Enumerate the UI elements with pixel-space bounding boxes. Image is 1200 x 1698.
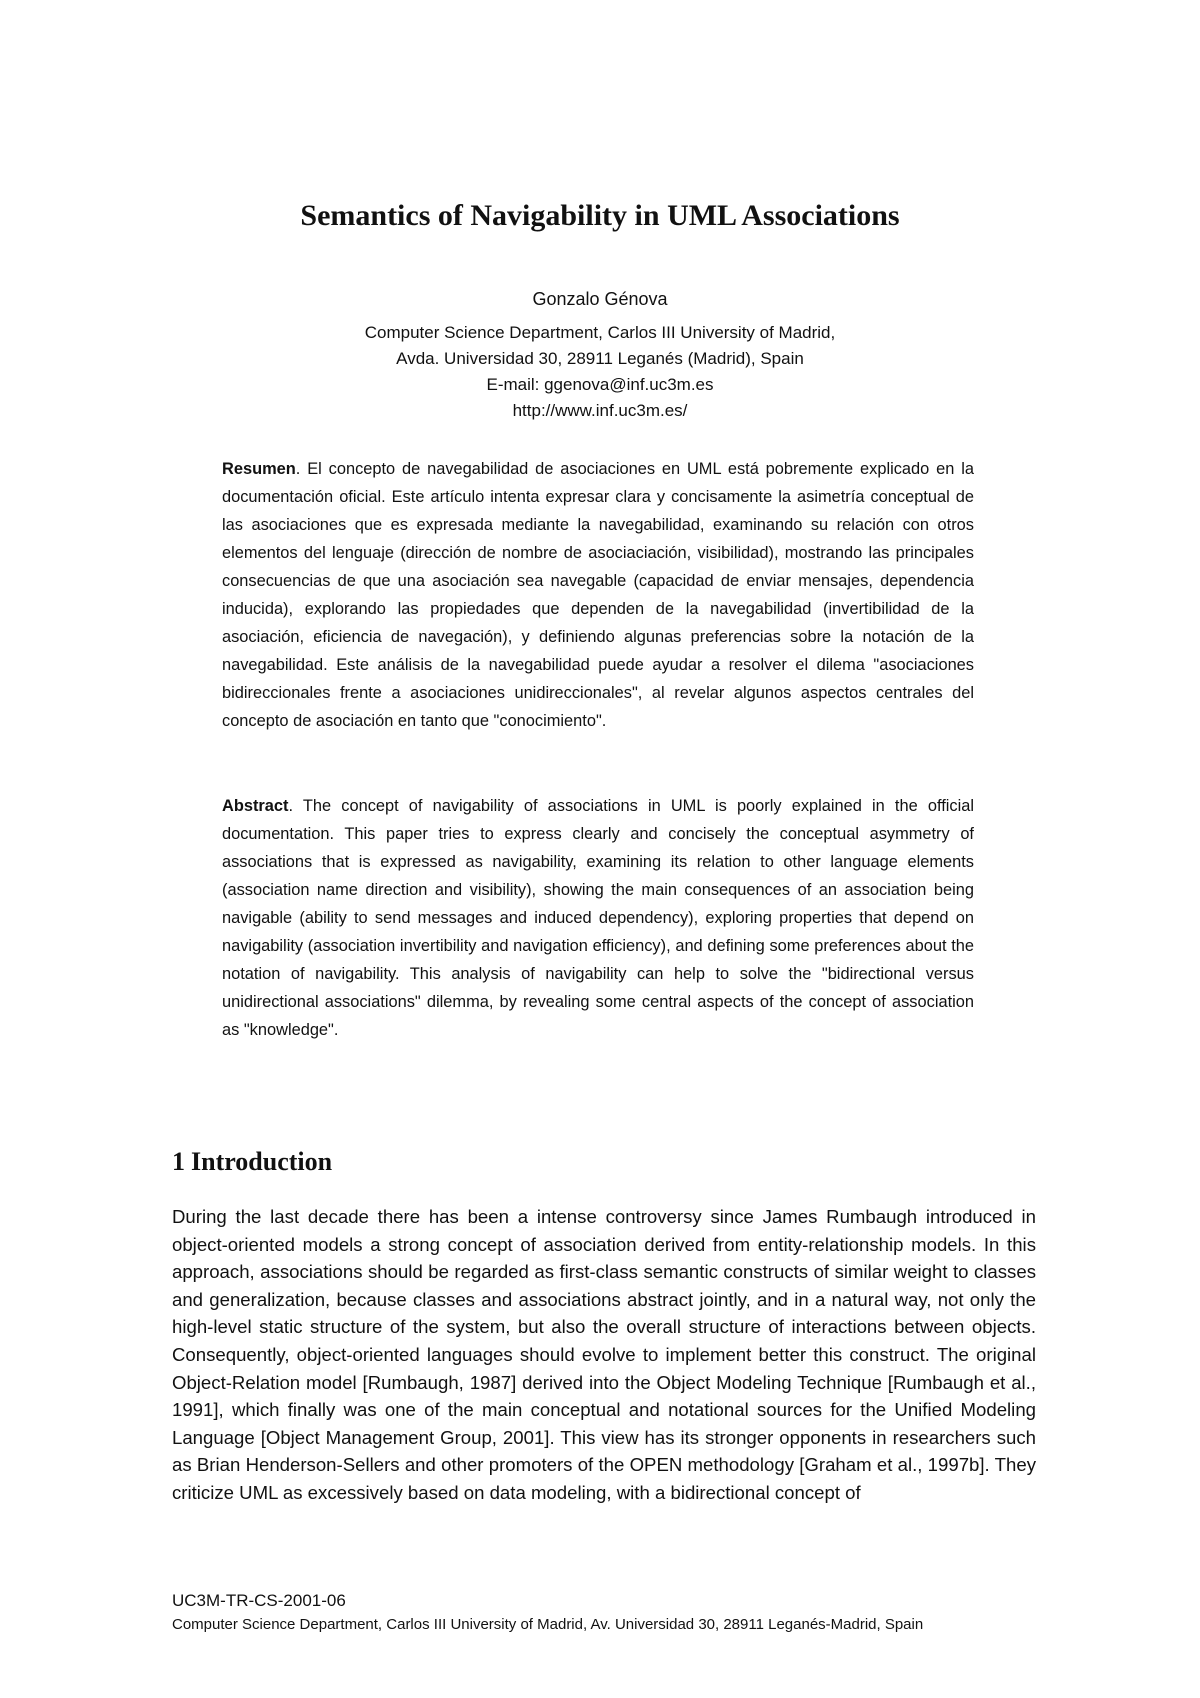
footer-affiliation: Computer Science Department, Carlos III University of Madrid, Av. Universidad 30, 28911 Leganés-Madrid, Spain	[172, 1616, 924, 1633]
section-heading-introduction	[172, 1145, 338, 1179]
author-name: Gonzalo Génova	[532, 289, 668, 309]
abstract-text: . The concept of navigability of associations in UML is poorly explained in the official documentation. This paper tries to express clearly and concisely the conceptual asymmetry of associations that is expressed as navigability, examining its relation to other language elements (association name direction and visibility), showing the main consequences of an association being navigable (ability to send messages and induced dependency), exploring properties that depend on navigability (association invertibility and navigation efficiency), and defining some preferences about the notation of navigability. This analysis of navigability can help to solve the "bidirectional versus unidirectional associations" dilemma, by revealing some central aspects of the concept of association as "knowledge".	[222, 797, 974, 1039]
author-block	[0, 286, 1200, 424]
section-number: 1	[172, 1147, 185, 1176]
author-affiliation-line2: Avda. Universidad 30, 28911 Leganés (Madrid), Spain	[396, 349, 804, 368]
report-id: UC3M-TR-CS-2001-06	[172, 1591, 346, 1610]
resumen-paragraph	[222, 455, 974, 735]
author-url: http://www.inf.uc3m.es/	[512, 401, 688, 420]
page-footer	[172, 1589, 923, 1637]
paper-title: Semantics of Navigability in UML Associations	[300, 199, 900, 232]
introduction-paragraph: During the last decade there has been a intense controversy since James Rumbaugh introduced in object-oriented models a strong concept of association derived from entity-relationship models. In this approach, associations should be regarded as first-class semantic constructs of similar weight to classes and generalization, because classes and associations abstract jointly, and in a natural way, not only the high-level static structure of the system, but also the overall structure of interactions between objects. Consequently, object-oriented languages should evolve to implement better this construct. The original Object-Relation model [Rumbaugh, 1987] derived into the Object Modeling Technique [Rumbaugh et al., 1991], which finally was one of the main conceptual and notational sources for the Unified Modeling Language [Object Management Group, 2001]. This view has its stronger opponents in researchers such as Brian Henderson-Sellers and other promoters of the OPEN methodology [Graham et al., 1997b]. They criticize UML as excessively based on data modeling, with a bidirectional concept of	[172, 1206, 1036, 1503]
section-title: Introduction	[191, 1147, 333, 1176]
resumen-label: Resumen	[222, 460, 296, 478]
abstract-paragraph	[222, 792, 974, 1044]
author-affiliation-line1: Computer Science Department, Carlos III University of Madrid,	[364, 323, 836, 342]
abstract-label: Abstract	[222, 797, 289, 815]
author-email: E-mail: ggenova@inf.uc3m.es	[486, 375, 714, 394]
resumen-text: . El concepto de navegabilidad de asociaciones en UML está pobremente explicado en la documentación oficial. Este artículo intenta expresar clara y concisamente la asimetría conceptual de las asociaciones que es expresada mediante la navegabilidad, examinando su relación con otros elementos del lenguaje (dirección de nombre de asociaciación, visibilidad), mostrando las principales consecuencias de que una asociación sea navegable (capacidad de enviar mensajes, dependencia inducida), explorando las propiedades que dependen de la navegabilidad (invertibilidad de la asociación, eficiencia de navegación), y definiendo algunas preferencias sobre la notación de la navegabilidad. Este análisis de la navegabilidad puede ayudar a resolver el dilema "asociaciones bidireccionales frente a asociaciones unidireccionales", al revelar algunos aspectos centrales del concepto de asociación en tanto que "conocimiento".	[222, 460, 974, 730]
